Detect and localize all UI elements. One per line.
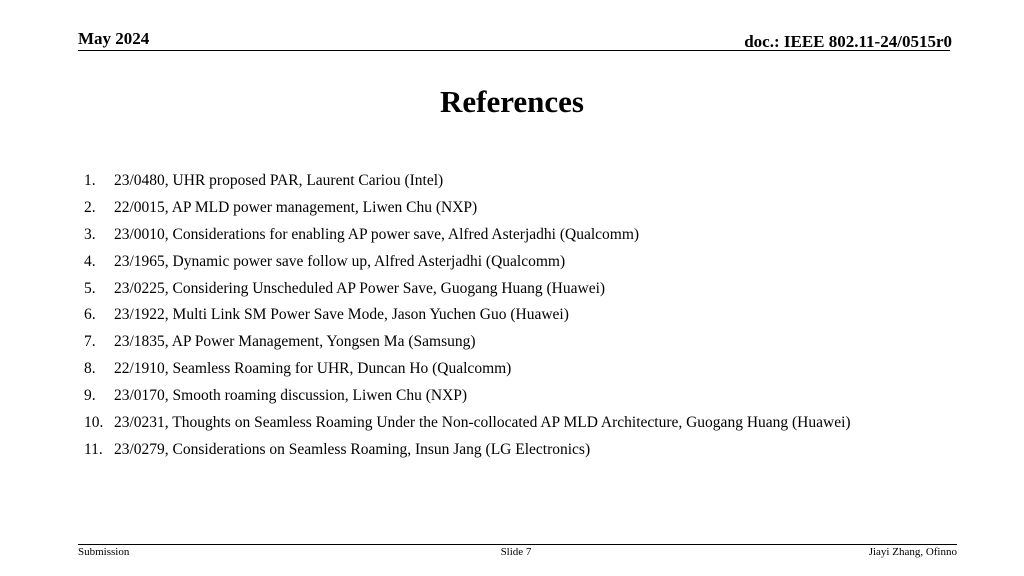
reference-text: 23/0010, Considerations for enabling AP power save, Alfred Asterjadhi (Qualcomm) [114,225,640,243]
reference-item [84,331,851,358]
reference-item [84,385,851,412]
reference-text: 23/0225, Considering Unscheduled AP Power Save, Guogang Huang (Huawei) [114,279,606,297]
reference-item [84,278,851,305]
reference-item [84,170,851,197]
reference-text: 23/0231, Thoughts on Seamless Roaming Under the Non-collocated AP MLD Architecture, Guogang Huang (Huawei) [114,414,851,432]
reference-number: 1. [84,172,96,189]
reference-item [84,304,851,331]
reference-number: 7. [84,333,96,351]
reference-text: 23/0480, UHR proposed PAR, Laurent Cariou (Intel) [114,172,444,189]
reference-text: 23/1922, Multi Link SM Power Save Mode, Jason Yuchen Guo (Huawei) [114,306,569,324]
reference-number: 3. [84,225,96,243]
reference-number: 8. [84,360,96,378]
reference-item [84,224,851,251]
reference-text: 23/1965, Dynamic power save follow up, Alfred Asterjadhi (Qualcomm) [114,252,566,270]
header-date: May 2024 [78,29,150,48]
footer-rule [78,544,957,545]
reference-text: 23/0279, Considerations on Seamless Roaming, Insun Jang (LG Electronics) [114,440,591,458]
reference-number: 5. [84,279,96,297]
reference-item [84,439,851,466]
reference-item [84,197,851,224]
reference-list [84,170,851,466]
reference-item [84,358,851,385]
footer-submission: Submission [78,546,130,558]
reference-number: 9. [84,387,96,405]
reference-text: 23/1835, AP Power Management, Yongsen Ma (Samsung) [114,333,476,351]
reference-number: 4. [84,252,96,270]
reference-item [84,412,851,439]
reference-text: 22/1910, Seamless Roaming for UHR, Duncan Ho (Qualcomm) [114,360,512,378]
header-doc-id: doc.: IEEE 802.11-24/0515r0 [744,32,952,51]
reference-number: 10. [84,414,104,432]
slide-title: References [439,84,584,119]
reference-number: 2. [84,198,96,216]
reference-item [84,251,851,278]
reference-number: 6. [84,306,96,324]
footer-slide-number: Slide 7 [500,546,532,558]
reference-number: 11. [84,440,103,458]
reference-text: 23/0170, Smooth roaming discussion, Liwen Chu (NXP) [114,387,468,405]
header-rule [78,50,950,51]
reference-text: 22/0015, AP MLD power management, Liwen Chu (NXP) [114,198,478,216]
footer-author: Jiayi Zhang, Ofinno [868,546,957,558]
